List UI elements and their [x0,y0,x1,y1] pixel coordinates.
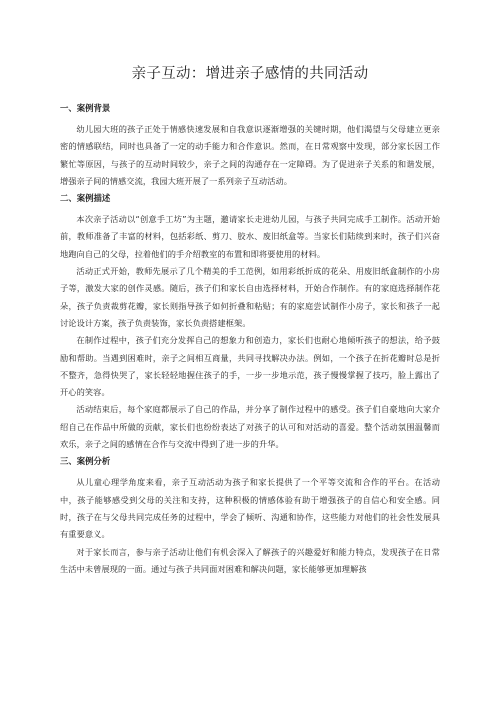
paragraph: 活动结束后，每个家庭都展示了自己的作品，并分享了制作过程中的感受。孩子们自豪地向大家介绍自己在作品中所做的贡献，家长们也纷纷表达了对孩子的认可和对活动的喜爱。整个活动氛围温馨而欢乐，亲子之间的感情在合作与交流中得到了进一步的升华。 [60,404,440,450]
paragraph: 本次亲子活动以“创意手工坊”为主题，邀请家长走进幼儿园，与孩子共同完成手工制作。活动开始前，教师准备了丰富的材料，包括彩纸、剪刀、胶水、废旧纸盒等。当家长们陆续到来时，孩子们兴奋地跑向自己的父母，拉着他们的手介绍教室的布置和即将要使用的材料。 [60,214,440,259]
paragraph: 从儿童心理学角度来看，亲子互动活动为孩子和家长提供了一个平等交流和合作的平台。在活动中，孩子能够感受到父母的关注和支持，这种积极的情感体验有助于增强孩子的自信心和安全感。同时，孩子在与父母共同完成任务的过程中，学会了倾听、沟通和协作，这些能力对他们的社会性发展具有重要意义。 [60,477,440,540]
paragraph: 活动正式开始，教师先展示了几个精美的手工范例，如用彩纸折成的花朵、用废旧纸盒制作的小房子等，激发大家的创作灵感。随后，孩子们和家长自由选择材料，开始合作制作。有的家庭选择制作花朵，孩子负责裁剪花瓣，家长则指导孩子如何折叠和粘贴；有的家庭尝试制作小房子，家长和孩子一起讨论设计方案，孩子负责装饰，家长负责搭建框架。 [60,266,440,328]
paragraph: 对于家长而言，参与亲子活动让他们有机会深入了解孩子的兴趣爱好和能力特点，发现孩子在日常生活中未曾展现的一面。通过与孩子共同面对困难和解决问题，家长能够更加理解孩 [60,546,440,574]
section-heading: 二、案例描述 [60,193,111,204]
paragraph: 幼儿园大班的孩子正处于情感快速发展和自我意识逐渐增强的关键时期，他们渴望与父母建立更亲密的情感联结，同时也具备了一定的动手能力和合作意识。然而，在日常观察中发现，部分家长因工作繁忙等原因，与孩子的互动时间较少，亲子之间的沟通存在一定障碍。为了促进亲子关系的和谐发展，增强亲子间的情感交流，我园大班开展了一系列亲子互动活动。 [60,124,440,186]
paragraph: 在制作过程中，孩子们充分发挥自己的想象力和创造力，家长们也耐心地倾听孩子的想法，给予鼓励和帮助。当遇到困难时，亲子之间相互商量，共同寻找解决办法。例如，一个孩子在折花瓣时总是折不整齐，急得快哭了，家长轻轻地握住孩子的手，一步一步地示范，孩子慢慢掌握了技巧，脸上露出了开心的笑容。 [60,335,440,398]
section-heading: 一、案例背景 [60,103,111,113]
section-description [60,190,440,453]
section-background [60,100,440,190]
section-heading: 三、案例分析 [60,456,111,467]
document-title: 亲子互动：增进亲子感情的共同活动 [131,66,369,82]
section-analysis [60,453,440,578]
